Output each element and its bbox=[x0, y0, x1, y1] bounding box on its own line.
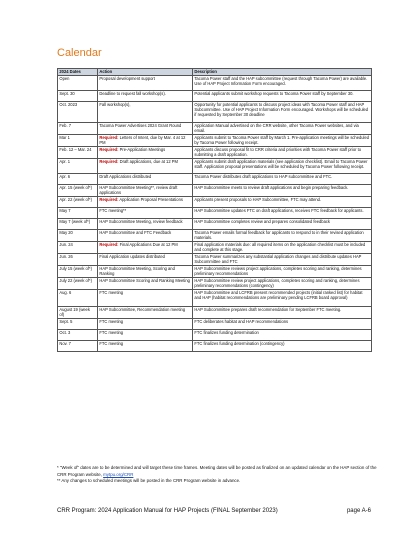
table-row bbox=[58, 278, 372, 290]
cell-description: Potential applicants submit workshop requests to Tacoma Power staff by September 30. bbox=[193, 91, 372, 102]
action-text: Draft Applications distributed bbox=[99, 173, 152, 179]
action-text: HAP Subcommittee Meeting, review feedback bbox=[99, 218, 183, 224]
cell-action bbox=[98, 147, 193, 159]
cell-action bbox=[98, 174, 193, 185]
action-text: Proposal development support bbox=[99, 75, 155, 81]
action-text: FTC meeting** bbox=[99, 207, 127, 213]
cell-description: Tacoma Power staff and the HAP subcommittee (request through Tacoma Power) are available. Use of HAP Project Information Form encouraged. bbox=[193, 76, 372, 91]
table-row bbox=[58, 219, 372, 230]
cell-description: Final application materials due: all required items on the application checklist must be included and complete at this stage. bbox=[193, 242, 372, 254]
column-header-description: Description bbox=[193, 69, 372, 76]
cell-date: Apr. 6 bbox=[58, 174, 98, 185]
cell-date: Feb. 7 bbox=[58, 123, 98, 135]
cell-action bbox=[98, 278, 193, 290]
action-text: Draft applications, due at 12 PM bbox=[118, 158, 178, 164]
cell-action bbox=[98, 197, 193, 208]
required-label: Required: bbox=[99, 158, 119, 164]
cell-action bbox=[98, 208, 193, 219]
cell-date: May 7 (week of*) bbox=[58, 219, 98, 230]
table-row bbox=[58, 230, 372, 242]
action-text: Fall workshop(s), bbox=[99, 101, 131, 107]
table-row bbox=[58, 185, 372, 197]
table-row bbox=[58, 242, 372, 254]
page-footer bbox=[57, 508, 371, 514]
table-row bbox=[58, 290, 372, 307]
action-text: HAP Subcommittee Scoring and Ranking Meeting bbox=[99, 277, 190, 283]
action-text: FTC meeting bbox=[99, 329, 124, 335]
cell-description: HAP Subcommittee prepares draft recommendation for September FTC meeting. bbox=[193, 307, 372, 319]
cell-description: Applicants submit to Tacoma Power staff by March 1. Pre-application meetings will be scheduled by Tacoma Power following receipt. bbox=[193, 135, 372, 147]
cell-action bbox=[98, 266, 193, 278]
action-text: Final Application updates distributed bbox=[99, 253, 165, 259]
action-text: FTC meeting bbox=[99, 340, 124, 346]
table-row bbox=[58, 147, 372, 159]
cell-description: FTC finalizes funding determination bbox=[193, 330, 372, 341]
cell-date: July 22 (week of*) bbox=[58, 278, 98, 290]
table-row bbox=[58, 330, 372, 341]
cell-date: Open bbox=[58, 76, 98, 91]
cell-description: Applicants present proposals to HAP Subcommittee, FTC may attend. bbox=[193, 197, 372, 208]
column-header-action: Action bbox=[98, 69, 193, 76]
cell-date: August 19 (week of) bbox=[58, 307, 98, 319]
cell-date: Jun. 26 bbox=[58, 254, 98, 266]
cell-date: Sept. 30 bbox=[58, 91, 98, 102]
cell-description: Applicants discuss proposal fit to CRR criteria and priorities with Tacoma Power staff prior to submitting a draft application. bbox=[193, 147, 372, 159]
action-text: HAP Subcommittee Meeting**, review draft applications bbox=[99, 184, 178, 195]
cell-description: HAP Subcommittee meets to review draft applications and begin preparing feedback. bbox=[193, 185, 372, 197]
cell-date: July 15 (week of*) bbox=[58, 266, 98, 278]
cell-action bbox=[98, 341, 193, 352]
cell-description: HAP Subcommittee reviews project applications, completes scoring and ranking, determines preliminary recommendations bbox=[193, 266, 372, 278]
action-text: Deadline to request fall workshop(s). bbox=[99, 90, 166, 96]
column-header-dates: 2024 Dates bbox=[58, 69, 98, 76]
cell-action bbox=[98, 290, 193, 307]
cell-description: FTC finalizes funding determination (contingency) bbox=[193, 341, 372, 352]
table-row bbox=[58, 135, 372, 147]
cell-description: HAP Subcommittee and LCFRB present recommended projects (initial ranked list) for habitat and HAP (habitat recommendations are preliminary pending LCFRB board approval) bbox=[193, 290, 372, 307]
cell-action bbox=[98, 159, 193, 174]
cell-description: Application Manual advertised on the CRR website, other Tacoma Power websites, and via email. bbox=[193, 123, 372, 135]
cell-date: Oct. 2023 bbox=[58, 102, 98, 123]
cell-date: May 7 bbox=[58, 208, 98, 219]
crr-website-link[interactable]: mytpu.org/CRR bbox=[103, 471, 134, 477]
cell-description: HAP Subcommittee completes review and prepares consolidated feedback bbox=[193, 219, 372, 230]
cell-description: Tacoma Power summarizes any substantial application changes and distribute updates HAP Subcommittee and FTC bbox=[193, 254, 372, 266]
cell-action bbox=[98, 307, 193, 319]
table-row bbox=[58, 254, 372, 266]
table-row bbox=[58, 266, 372, 278]
cell-date: Feb. 12 – Mar. 24 bbox=[58, 147, 98, 159]
table-row bbox=[58, 102, 372, 123]
table-row bbox=[58, 76, 372, 91]
cell-date: Aug. 6 bbox=[58, 290, 98, 307]
required-label: Required: bbox=[99, 241, 119, 247]
table-row bbox=[58, 159, 372, 174]
required-label: Required: bbox=[99, 134, 119, 140]
cell-action bbox=[98, 219, 193, 230]
table-row bbox=[58, 208, 372, 219]
cell-action bbox=[98, 330, 193, 341]
page-number: page A-6 bbox=[346, 508, 371, 514]
table-row bbox=[58, 91, 372, 102]
cell-description: Opportunity for potential applicants to discuss project ideas with Tacoma Power staff and HAP Subcommittee. Use of HAP Project Information Form encouraged. Workshops will be scheduled if requested by September 30 deadline bbox=[193, 102, 372, 123]
footnote-meeting-changes: ** Any changes to scheduled meetings will be posted in the CRR Program website in advance. bbox=[57, 478, 241, 484]
table-body bbox=[58, 76, 372, 352]
cell-description: Tacoma Power emails formal feedback for applicants to respond to in their revised application materials. bbox=[193, 230, 372, 242]
cell-date: Mar 1 bbox=[58, 135, 98, 147]
cell-description: HAP Subcommittee review project applications, completes scoring and ranking, determines preliminary recommendations (contingency) bbox=[193, 278, 372, 290]
cell-date: Jun. 24 bbox=[58, 242, 98, 254]
cell-action bbox=[98, 230, 193, 242]
cell-description: FTC deliberates habitat and HAP recommendations bbox=[193, 319, 372, 330]
cell-date: Nov. 7 bbox=[58, 341, 98, 352]
table-row bbox=[58, 307, 372, 319]
action-text: Application Proposal Presentations bbox=[118, 196, 183, 202]
cell-date: May 20 bbox=[58, 230, 98, 242]
footnote-week-of-text: * "Week of" dates are to be determined and will target these time frames. Meeting dates will be posted as finalized on an updated calendar on the HAP section of the CRR Program website, bbox=[57, 465, 377, 477]
cell-action bbox=[98, 76, 193, 91]
cell-date: Sept. 5 bbox=[58, 319, 98, 330]
required-label: Required: bbox=[99, 196, 119, 202]
footer-document-title: CRR Program: 2024 Application Manual for HAP Projects (FINAL September 2023) bbox=[57, 508, 278, 514]
cell-action bbox=[98, 123, 193, 135]
cell-action bbox=[98, 135, 193, 147]
cell-date: Apr. 22 (week of*) bbox=[58, 197, 98, 208]
cell-action bbox=[98, 254, 193, 266]
footnotes bbox=[57, 465, 377, 485]
table-row bbox=[58, 197, 372, 208]
footnote-week-of bbox=[57, 465, 377, 478]
action-text: Final Applications Due at 12 PM bbox=[118, 241, 178, 247]
cell-description: Applicants submit draft application materials (see application checklist). Email to Tacoma Power staff. Application proposal presentations will be scheduled by Tacoma Power following receipt. bbox=[193, 159, 372, 174]
table-row bbox=[58, 341, 372, 352]
cell-description: HAP Subcommittee updates FTC on draft applications, receives FTC feedback for applicants. bbox=[193, 208, 372, 219]
action-text: HAP Subcommittee and FTC Feedback bbox=[99, 229, 172, 235]
cell-date: Apr. 1 bbox=[58, 159, 98, 174]
action-text: FTC meeting bbox=[99, 318, 124, 324]
table-header-row bbox=[58, 69, 372, 76]
action-text: Letters of Intent, due by Mar. 4 at 12 PM bbox=[99, 134, 186, 145]
action-text: Tacoma Power Advertises 2024 Grant Round bbox=[99, 122, 182, 128]
table-row bbox=[58, 123, 372, 135]
cell-description: Tacoma Power distributes draft applications to HAP subcommittee and FTC. bbox=[193, 174, 372, 185]
page-title: Calendar bbox=[57, 47, 102, 59]
calendar-table bbox=[57, 68, 372, 352]
required-label: Required: bbox=[99, 146, 119, 152]
table-row bbox=[58, 174, 372, 185]
action-text: HAP Subcommittee, Recommendation meeting bbox=[99, 306, 186, 312]
action-text: Pre-Application Meetings bbox=[118, 146, 166, 152]
cell-action bbox=[98, 91, 193, 102]
cell-action bbox=[98, 102, 193, 123]
cell-date: Oct. 3 bbox=[58, 330, 98, 341]
cell-date: Apr. 15 (week of*) bbox=[58, 185, 98, 197]
cell-action bbox=[98, 319, 193, 330]
cell-action bbox=[98, 242, 193, 254]
action-text: HAP Subcommittee Meeting, Scoring and Ranking bbox=[99, 265, 175, 276]
table-row bbox=[58, 319, 372, 330]
action-text: FTC meeting bbox=[99, 289, 124, 295]
cell-action bbox=[98, 185, 193, 197]
